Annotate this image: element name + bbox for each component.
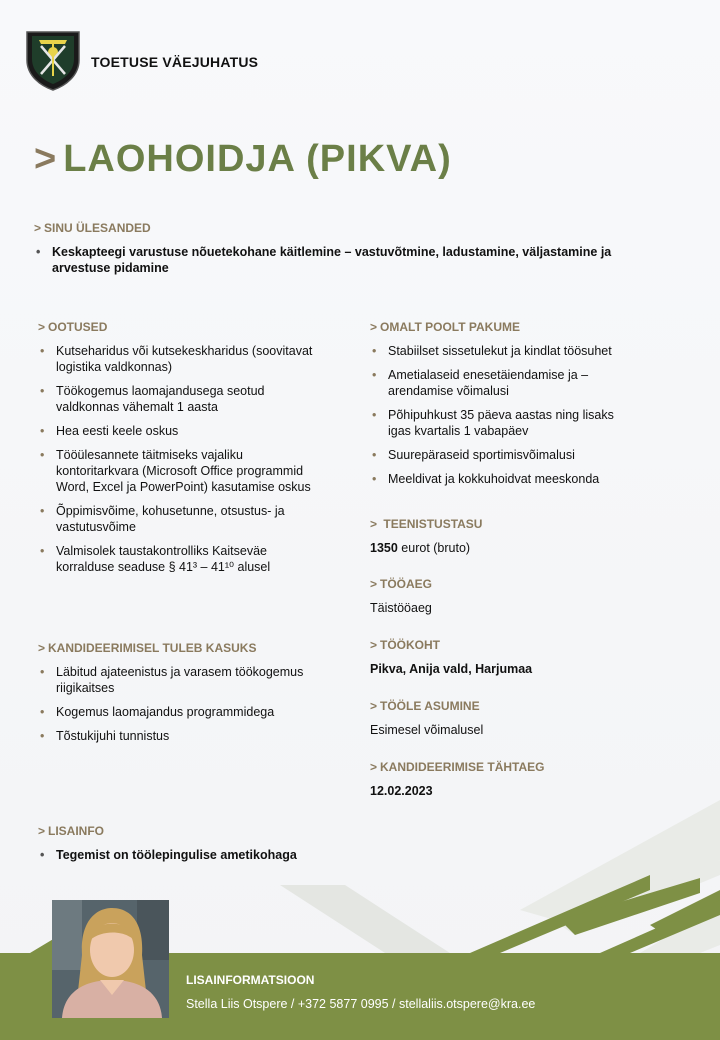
section-heading-tasks: > SINU ÜLESANDED [34, 221, 151, 235]
salary-unit: eurot (bruto) [401, 541, 471, 555]
deadline-value: 12.02.2023 [370, 784, 433, 798]
list-item: • Keskapteegi varustuse nõuetekohane käitlemine – vastuvõtmine, ladustamine, väljastamine ja arvestuse pidamine [34, 244, 634, 276]
toetuse-vaejuhatus-logo [25, 30, 81, 92]
advantages-list [38, 664, 328, 752]
section-heading-offer: > OMALT POOLT PAKUME [370, 320, 521, 334]
section-heading-extra: > LISAINFO [38, 824, 105, 838]
contact-photo [52, 900, 169, 1018]
page-title [34, 138, 452, 181]
list-item: • Meeldivat ja kokkuhoidvat meeskonda [370, 471, 640, 487]
list-item: • Kutseharidus või kutsekeskharidus (soovitavat logistika valdkonnas) [38, 343, 318, 375]
list-item: • Hea eesti keele oskus [38, 423, 318, 439]
footer-title: LISAINFORMATSIOON [186, 973, 315, 987]
section-heading-advantages: > KANDIDEERIMISEL TULEB KASUKS [38, 641, 257, 655]
expectations-list [38, 343, 318, 583]
list-item: • Õppimisvõime, kohusetunne, otsustus- ja vastutusvõime [38, 503, 318, 535]
extra-list [38, 847, 338, 871]
list-item: • Tööülesannete täitmiseks vajaliku kontoritarkvara (Microsoft Office programmid Word, Excel ja PowerPoint) kasutamise oskus [38, 447, 318, 495]
workplace-value: Pikva, Anija vald, Harjumaa [370, 662, 533, 676]
title-text: LAOHOIDJA (PIKVA) [63, 138, 452, 180]
salary-amount: 1350 [370, 541, 398, 555]
tasks-list [34, 244, 634, 284]
list-item: • Tõstukijuhi tunnistus [38, 728, 328, 744]
organization-name: TOETUSE VÄEJUHATUS [91, 54, 259, 70]
list-item: • Läbitud ajateenistus ja varasem töökogemus riigikaitses [38, 664, 328, 696]
section-heading-start: > TÖÖLE ASUMINE [370, 699, 480, 713]
list-item: • Valmisolek taustakontrolliks Kaitseväe korralduse seaduse § 41³ – 41¹⁰ alusel [38, 543, 318, 575]
list-item: • Tegemist on töölepingulise ametikohaga [38, 847, 338, 863]
list-item: • Suurepäraseid sportimisvõimalusi [370, 447, 640, 463]
list-item: • Stabiilset sissetulekut ja kindlat töösuhet [370, 343, 640, 359]
section-heading-workplace: > TÖÖKOHT [370, 638, 441, 652]
list-item: • Kogemus laomajandus programmidega [38, 704, 328, 720]
person-silhouette-icon [52, 900, 169, 1018]
salary-value [370, 541, 470, 555]
list-item: • Põhipuhkust 35 päeva aastas ning lisaks igas kvartalis 1 vabapäev [370, 407, 640, 439]
worktime-value: Täistööaeg [370, 601, 432, 615]
section-heading-expectations: > OOTUSED [38, 320, 108, 334]
start-value: Esimesel võimalusel [370, 723, 484, 737]
offer-list [370, 343, 640, 495]
list-item: • Ametialaseid enesetäiendamise ja – arendamise võimalusi [370, 367, 640, 399]
section-heading-worktime: > TÖÖAEG [370, 577, 433, 591]
footer-contact: Stella Liis Otspere / +372 5877 0995 / stellaliis.otspere@kra.ee [186, 997, 536, 1011]
list-item: • Töökogemus laomajandusega seotud valdkonnas vähemalt 1 aasta [38, 383, 318, 415]
title-chevron: > [34, 138, 58, 180]
section-heading-deadline: > KANDIDEERIMISE TÄHTAEG [370, 760, 545, 774]
section-heading-salary: > TEENISTUSTASU [370, 517, 483, 531]
